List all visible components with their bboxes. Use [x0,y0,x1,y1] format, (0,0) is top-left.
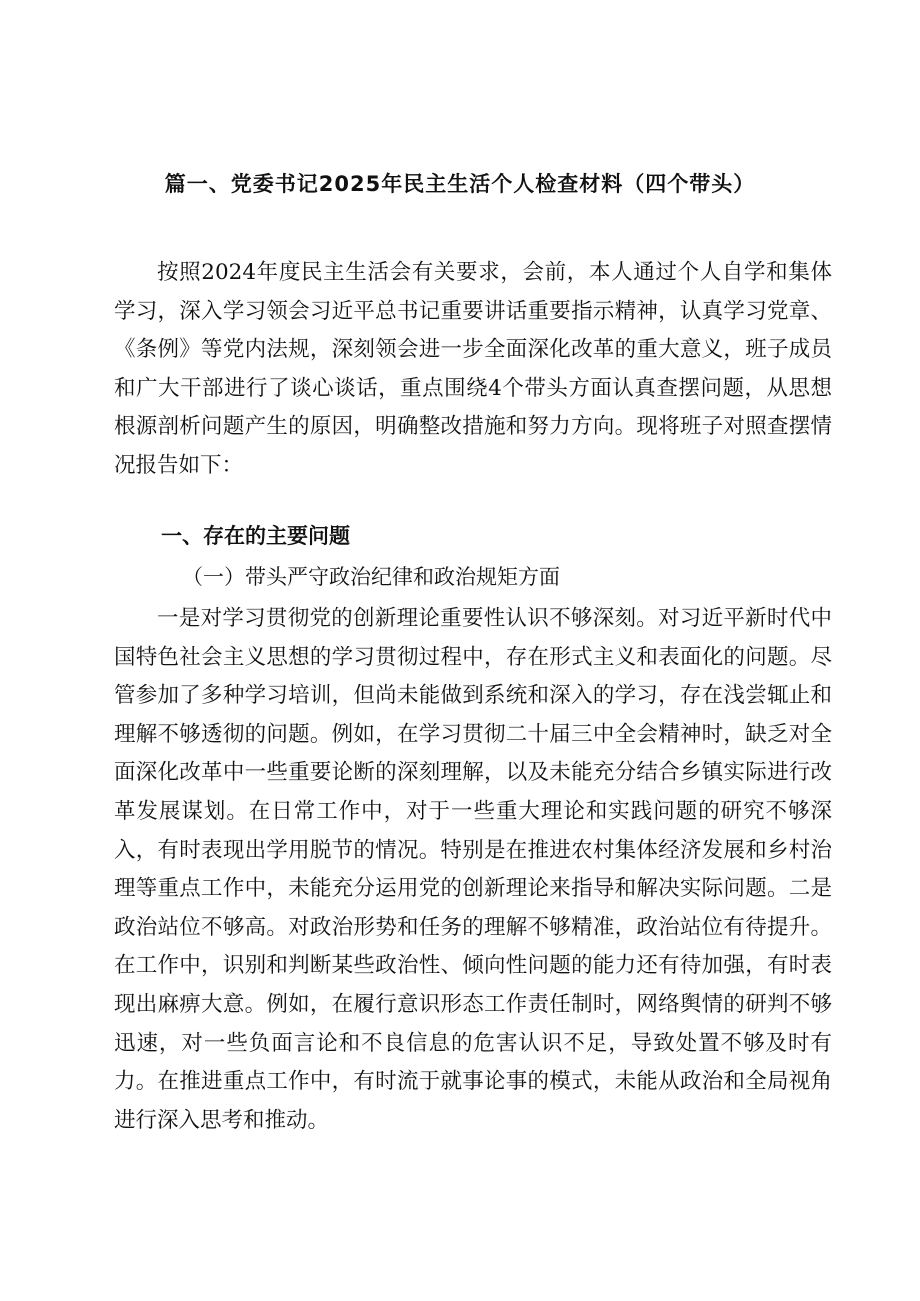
document-title: 篇一、党委书记2025年民主生活个人检查材料（四个带头） [164,172,756,196]
intro-paragraph: 按照2024年度民主生活会有关要求，会前，本人通过个人自学和集体学习，深入学习领会习近平总书记重要讲话重要指示精神，认真学习党章、《条例》等党内法规，深刻领会进一步全面深化改革的重大意义，班子成员和广大干部进行了谈心谈话，重点围绕4个带头方面认真查摆问题，从思想根源剖析问题产生的原因，明确整改措施和努力方向。现将班子对照查摆情况报告如下： [114,260,832,478]
body-paragraph: 一是对学习贯彻党的创新理论重要性认识不够深刻。对习近平新时代中国特色社会主义思想的学习贯彻过程中，存在形式主义和表面化的问题。尽管参加了多种学习培训，但尚未能做到系统和深入的学习，存在浅尝辄止和理解不够透彻的问题。例如，在学习贯彻二十届三中全会精神时，缺乏对全面深化改革中一些重要论断的深刻理解，以及未能充分结合乡镇实际进行改革发展谋划。在日常工作中，对于一些重大理论和实践问题的研究不够深入，有时表现出学用脱节的情况。特别是在推进农村集体经济发展和乡村治理等重点工作中，未能充分运用党的创新理论来指导和解决实际问题。二是政治站位不够高。对政治形势和任务的理解不够精准，政治站位有待提升。在工作中，识别和判断某些政治性、倾向性问题的能力还有待加强，有时表现出麻痹大意。例如，在履行意识形态工作责任制时，网络舆情的研判不够迅速，对一些负面言论和不良信息的危害认识不足，导致处置不够及时有力。在推进重点工作中，有时流于就事论事的模式，未能从政治和全局视角进行深入思考和推动。 [114,606,832,1133]
section-heading: 一、存在的主要问题 [161,524,350,548]
subsection-heading: （一）带头严守政治纪律和政治规矩方面 [182,565,560,589]
